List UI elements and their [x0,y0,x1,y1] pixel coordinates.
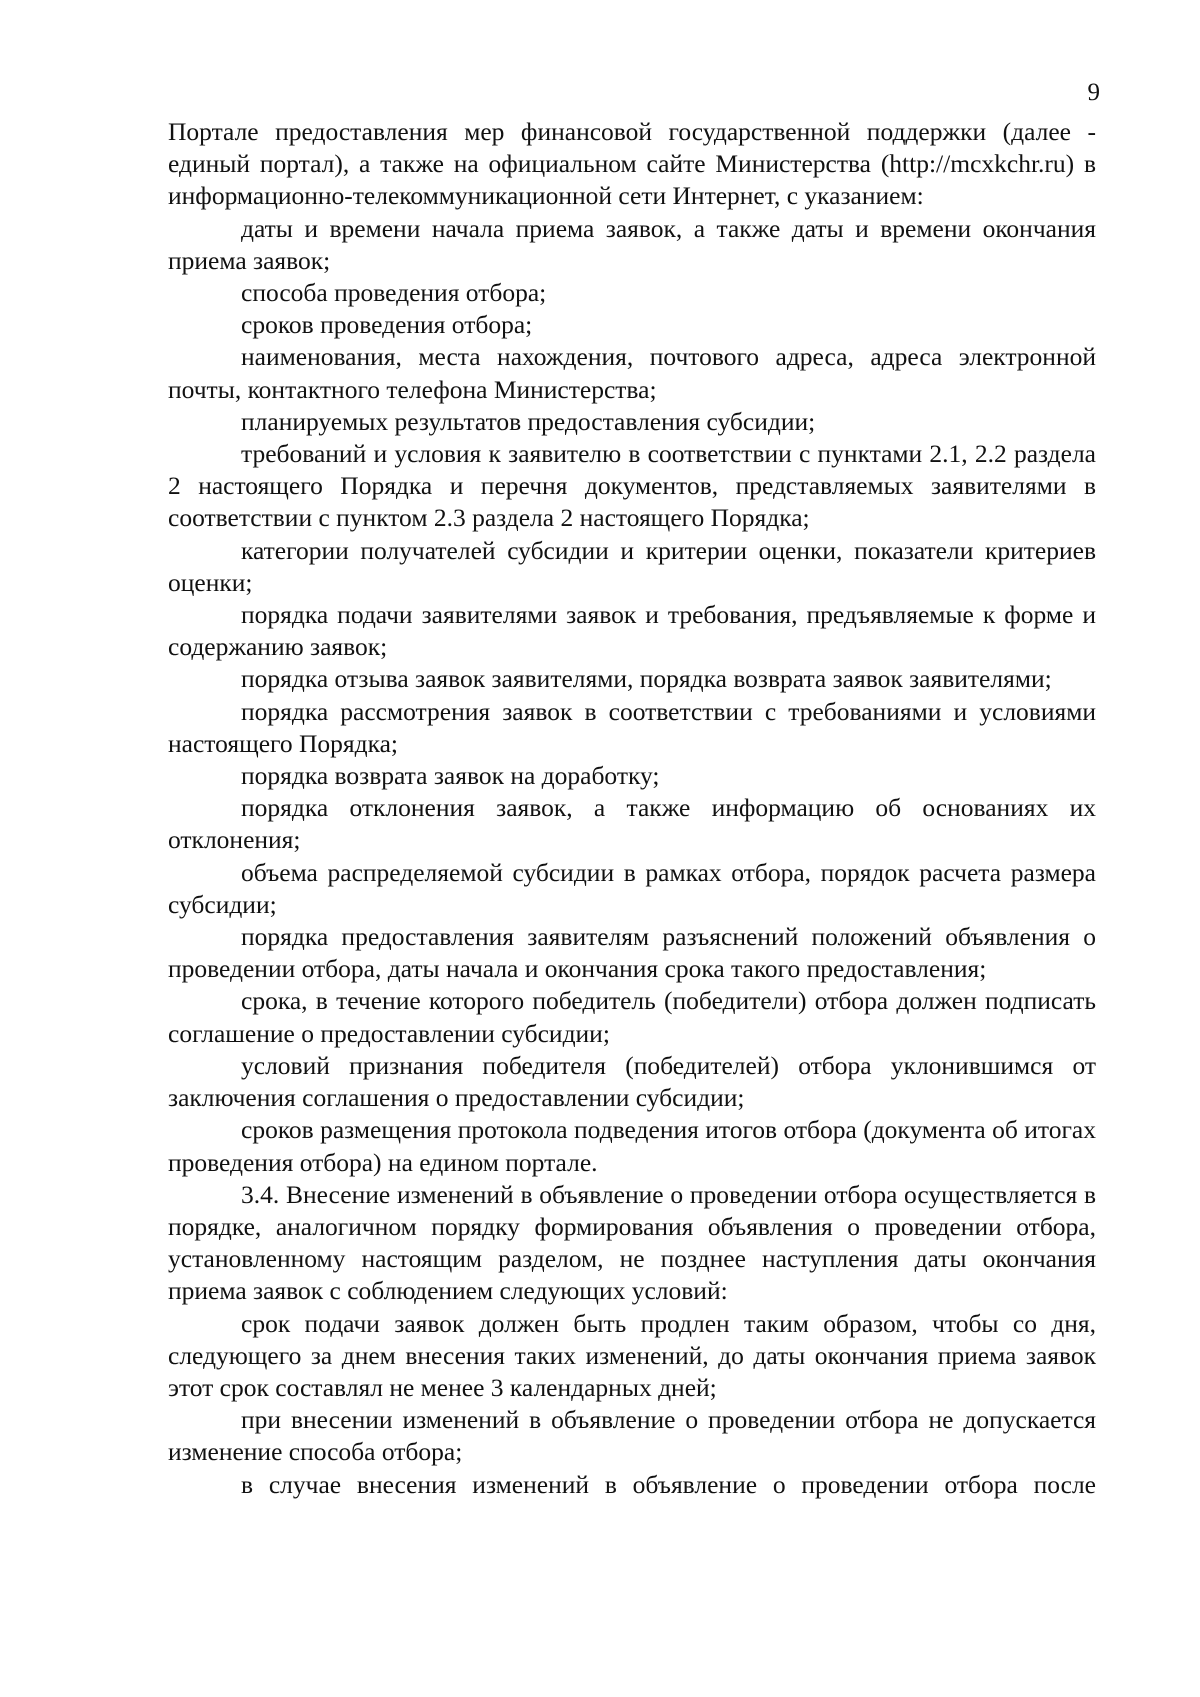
paragraph-application-withdrawal: порядка отзыва заявок заявителями, порядка возврата заявок заявителями; [241,664,1052,694]
paragraph-evasion-conditions: условий признания победителя (победителей) отбора уклонившимся от заключения соглашения о предоставлении субсидии; [168,1050,1096,1113]
paragraph-method-change: при внесении изменений в объявление о проведении отбора не допускается изменение способа отбора; [168,1405,1096,1467]
paragraph-application-submission: порядка подачи заявителями заявок и требования, предъявляемые к форме и содержанию заявок; [168,600,1096,662]
paragraph-return-for-revision: порядка возврата заявок на доработку; [241,761,660,791]
paragraph-ministry-contacts: наименования, места нахождения, почтового адреса, адреса электронной почты, контактного телефона Министерства; [168,342,1096,404]
paragraph-recipient-categories: категории получателей субсидии и критерии оценки, показатели критериев оценки; [168,535,1096,597]
paragraph-clarifications: порядка предоставления заявителям разъяснений положений объявления о проведении отбора, даты начала и окончания срока такого предоставления; [168,922,1096,984]
paragraph-deadline-extension: срок подачи заявок должен быть продлен таким образом, чтобы со дня, следующего за днем внесения таких изменений, до даты окончания приема заявок этот срок составлял не менее 3 календарных дней; [168,1308,1096,1402]
paragraph-application-rejection: порядка отклонения заявок, а также информацию об основаниях их отклонения; [168,793,1096,855]
document-body [168,116,1096,1501]
page-number: 9 [1087,79,1100,106]
paragraph-protocol-placement: сроков размещения протокола подведения итогов отбора (документа об итогах проведения отбора) на едином портале. [168,1115,1096,1177]
paragraph-subsidy-volume: объема распределяемой субсидии в рамках отбора, порядок расчета размера субсидии; [168,857,1096,919]
paragraph-dates-times: даты и времени начала приема заявок, а также даты и времени окончания приема заявок; [168,213,1096,275]
paragraph-changes-after: в случае внесения изменений в объявление о проведении отбора после [241,1469,1096,1499]
paragraph-selection-terms: сроков проведения отбора; [241,310,533,340]
paragraph-signing-term: срока, в течение которого победитель (победители) отбора должен подписать соглашение о предоставлении субсидии; [168,986,1096,1048]
paragraph-applicant-requirements: требований и условия к заявителю в соответствии с пунктами 2.1, 2.2 раздела 2 настоящего Порядка и перечня документов, представляемых заявителями в соответствии с пунктом 2.3 раздела 2 настоящего Порядка; [168,439,1096,533]
paragraph-application-review: порядка рассмотрения заявок в соответствии с требованиями и условиями настоящего Порядка; [168,696,1096,758]
paragraph-planned-results: планируемых результатов предоставления субсидии; [241,406,816,436]
paragraph-portal-announcement: Портале предоставления мер финансовой государственной поддержки (далее - единый портал), а также на официальном сайте Министерства (http://mcxkchr.ru) в информационно-телекоммуникационной сети Интернет, с указанием: [168,117,1096,211]
paragraph-selection-method: способа проведения отбора; [241,278,547,308]
paragraph-section-3-4: 3.4. Внесение изменений в объявление о проведении отбора осуществляется в порядке, аналогичном порядку формирования объявления о проведении отбора, установленному настоящим разделом, не позднее наступления даты окончания приема заявок с соблюдением следующих условий: [168,1179,1096,1306]
